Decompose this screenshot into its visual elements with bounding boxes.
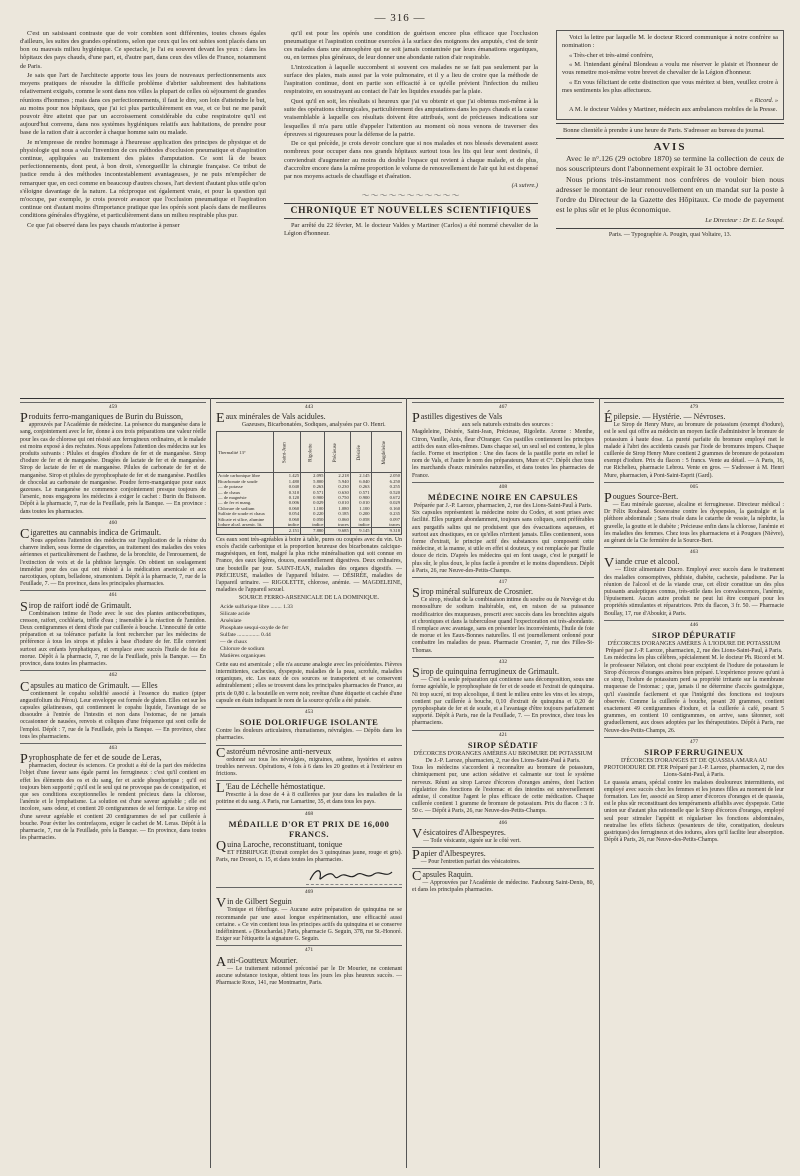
ad-title-initial: C bbox=[20, 527, 30, 543]
ad-text: Nous appelons l'attention des médecins sur l'application de la résine du chanvre indien, sous forme de cigarettes, au traitement des maladies des voies aériennes et particulièrement de l'asthme, de la bronchite, de l'enrouement, de l'extinction de voix et de la phthisie laryngée. On obtient un soulagement immédiat pour des cas qui ont résisté à la médication arsenicale et aux narcotiques, opium, belladone, stramonium. Dépôt à la pharmacie, 7, rue de la Feuillade, 7. — En province, dans les principales pharmacies. bbox=[20, 538, 206, 588]
advertisement bbox=[412, 402, 594, 480]
advertisement bbox=[20, 518, 206, 589]
table-cell: 0.255 bbox=[371, 484, 401, 489]
ad-text: approuvés par l'Académie de médecine. La présence du manganèse dans le sang, conjointement avec le fer, donne à ces trois préparations une valeur réelle pour les cas de chlorose qui ont résisté aux ferrugineux ordinaires, et le malade est moins exposé à des rechutes. Nous appelons l'attention des médecins sur les produits suivants : Pilules et dragées d'iodure de fer et de manganèse. Sirop d'iodure de fer et de manganèse. Dragées de lactate de fer et de manganèse. Sirop de lactate de fer et de manganèse. Pilules de carbonate de fer et de manganèse. Sirop et pilules de pyrophosphate de fer et de manganèse. Pastilles de chocolat au carbonate de manganèse. Poudre ferro-manganique pour eaux gazeuses. Le manganèse ne commence conjointement presque toujours de l'arsenic, nous engageons les médecins à exiger le cachet : Burin du Buisson. Dépôt à la pharmacie, 7, rue de la Feuillade, près la Banque. — En province : dans toutes les pharmacies. bbox=[20, 422, 206, 515]
ad-text: Cette eau est arsenicale ; elle n'a aucune analogie avec les précédentes. Fièvres intermittentes, cachexies, dyspepsie, maladies de la peau, scrofule, maladies organiques, etc. Les eaux de ces sources se transportent et se conservent admirablement ; elles se trouvent dans les principales pharmacies de France, au prix de 0,80 c. la bouteille en verre noir, revêtue d'une étiquette et cachée d'une capsule en étain indiquant le nom de la source qu'elle a été puisée. bbox=[216, 661, 402, 704]
ad-text: Contre les douleurs articulaires, rhumatismes, névralgies. — Dépôts dans les pharmacies. bbox=[216, 728, 402, 742]
advertisement bbox=[604, 482, 784, 545]
ad-title-text: iande crue et alcool. bbox=[615, 557, 680, 567]
advertisement bbox=[412, 730, 594, 816]
ad-separator bbox=[20, 590, 206, 591]
ad-title-initial: Q bbox=[216, 838, 227, 854]
table-cell: 0.750 bbox=[325, 495, 350, 500]
ad-separator bbox=[604, 402, 784, 403]
formula-line: Silicate acide bbox=[220, 610, 250, 617]
ads-top-divider bbox=[20, 398, 784, 399]
table-cell: 5.800 bbox=[301, 479, 325, 484]
ad-title-initial: V bbox=[604, 556, 615, 572]
table-cell-label: — de potasse bbox=[217, 484, 274, 489]
table-cell: 0.006 bbox=[273, 500, 300, 505]
table-cell: traces bbox=[371, 522, 401, 528]
table-cell: 0.220 bbox=[301, 511, 325, 516]
ad-subtitle: D'ÉCORCES D'ORANGES AMÈRES À L'IODURE DE POTASSIUM Préparé par J.-P. Laroze, pharmacien, 2, rue des Lions-Saint-Paul, à Paris. bbox=[605, 641, 783, 655]
table-header-thermality: Thermalité 13° bbox=[217, 432, 274, 473]
ad-title-initial: V bbox=[216, 896, 227, 912]
ad-number: 408 bbox=[498, 483, 508, 490]
table-header-spring bbox=[273, 432, 300, 473]
ad-title bbox=[412, 869, 594, 885]
ad-separator bbox=[20, 743, 206, 744]
ad-number: 462 bbox=[108, 672, 118, 679]
spring-name: Précieuse bbox=[333, 443, 339, 463]
ad-title-initial: P bbox=[604, 491, 612, 507]
ad-title-initial: C bbox=[216, 745, 226, 761]
ad-number: 446 bbox=[689, 621, 699, 628]
handwritten-signature bbox=[306, 866, 402, 885]
divider bbox=[284, 203, 538, 204]
table-cell: indice bbox=[301, 522, 325, 528]
table-header-spring bbox=[301, 432, 325, 473]
table-cell: 0.010 bbox=[350, 500, 371, 505]
ad-source-title: SOURCE FERRO-ARSENICALE DE LA DOMINIQUE. bbox=[238, 594, 380, 601]
table-total-row bbox=[217, 528, 402, 534]
ad-title-text: ougues Source-Bert. bbox=[612, 492, 679, 502]
ad-title-initial: S bbox=[412, 586, 420, 602]
advertisement bbox=[216, 707, 402, 743]
ad-title-initial: P bbox=[412, 847, 420, 863]
divider bbox=[556, 138, 784, 139]
ad-separator bbox=[20, 402, 206, 403]
ad-title-initial: S bbox=[412, 666, 420, 682]
table-cell: 1.100 bbox=[301, 506, 325, 511]
table-cell: 7.880 bbox=[301, 528, 325, 534]
table-cell: 2.218 bbox=[325, 473, 350, 479]
table-cell: 5.940 bbox=[325, 479, 350, 484]
ad-title bbox=[604, 411, 784, 427]
table-cell: 0.200 bbox=[350, 511, 371, 516]
ad-title bbox=[216, 781, 402, 797]
table-cell: indice bbox=[273, 522, 300, 528]
column-divider bbox=[406, 398, 407, 1168]
formula-line: Sulfate ................ 0.44 bbox=[220, 631, 271, 638]
ad-text: — Pour l'entretien parfait des vésicatoires. bbox=[420, 858, 521, 865]
ad-number: 468 bbox=[304, 810, 314, 817]
advertisement bbox=[216, 809, 402, 886]
ad-text: Combinaison intime de l'iode avec le suc des plantes antiscorbutiques, cresson, raifort, cochléaria, trèfle d'eau ; insensible à la réaction de l'amidon. Deux centigrammes et demi d'iode par cuillerée à bouche. L'innocuité de cette préparation et sa tolérance parfaite la font rechercher par les médecins de préférence à tous les sirops et pilules à base d'iodure de fer. Elle convient surtout aux enfants lymphatiques, et remplace avec succès l'huile de foie de morue. Dépôt à la pharmacie, 7, rue de la Feuillade, près la Banque. — En province, dans toutes les pharmacies. bbox=[20, 610, 206, 668]
ad-separator bbox=[216, 945, 402, 946]
ad-title bbox=[216, 745, 402, 761]
table-cell-label: Chlorure de sodium bbox=[217, 506, 274, 511]
formula-line: Acide sulfurique libre ........ 1.33 bbox=[220, 603, 293, 610]
table-cell: 1.480 bbox=[273, 479, 300, 484]
ad-text: Le quassia amara, spécial contre les malaises douloureux intermittents, est employé avec succès chez les femmes et les jeunes filles au moment de leur formation. Les fer, associé au Sirop amer d'écorces d'oranges et de quassia, est le plus sûr reconstituant des tempéraments affaiblis avec dyspepsie. Cette union sur d'autant plus rationnelle que le Sirop d'écorces d'oranges, employé seul pour stimuler l'appétit et régulariser les fonctions abdominales, neutralise les effets fâcheux (pesanteurs de tête, constipation, douleurs gastriques) des ferrugineux et des iodures, alors qu'il facilite leur absorption. Dépôt à Paris, 26, rue Neuve-des-Petits-Champs. bbox=[604, 779, 784, 844]
letter-paragraph: « Très-cher et très-aimé confrère, bbox=[569, 51, 654, 59]
article-column-2 bbox=[284, 30, 538, 392]
avis-paragraph: Nous prions très-instamment nos confrères de vouloir bien nous adresser le montant de leur renouvellement en un mandat sur la poste à l'ordre du Directeur de la Gazette des Hôpitaux. Ce mode de payement est le plus sûr et le plus économique. bbox=[556, 175, 784, 215]
ad-number: 421 bbox=[498, 731, 508, 738]
ad-title-text: astilles digestives de Vals bbox=[420, 412, 503, 422]
ad-number: 459 bbox=[108, 404, 118, 410]
letter-signature: « Ricord. » bbox=[749, 96, 778, 104]
ad-separator bbox=[604, 482, 784, 483]
ad-text: Le Sirop de Henry Mure, au bromure de potassium (exempt d'iodure), est le seul qui offre au médecin un moyen facile d'administrer le bromure de potassium à haute dose. La pureté parfaite du bromure employé met le malade à l'abri des accidents causés par l'iode de bromures impurs. Chaque cuillerée de Sirop Henry Mure contient 2 grammes de bromure de potassium exempt d'iodure. Prix du flacon : 5 francs. Vente au détail. — A Paris, 16, rue Richelieu, pharmacie Lebrou. Vente en gros. — S'adresser à M. Henri Mure, pharmacien, à Pont-Saint-Esprit (Gard). bbox=[604, 422, 784, 479]
ad-separator bbox=[412, 730, 594, 731]
ad-separator bbox=[20, 518, 206, 519]
letter-paragraph: « M. l'intendant général Blondeau a voulu me réserver le plaisir et l'honneur de vous remettre moi-même votre brevet de chevalier de la Légion d'honneur. bbox=[562, 61, 778, 77]
table-cell: 0.235 bbox=[371, 511, 401, 516]
ad-number: 471 bbox=[304, 947, 314, 954]
advertisement bbox=[412, 657, 594, 728]
ad-title-initial: E bbox=[216, 411, 225, 427]
ads-column-2 bbox=[216, 402, 402, 1168]
table-cell: 0.120 bbox=[273, 495, 300, 500]
avis-title: AVIS bbox=[653, 140, 687, 153]
ad-text: — Approuvées par l'Académie de médecine. Faubourg Saint-Denis, 80, et dans les principales pharmacies. bbox=[412, 880, 594, 894]
ad-heading: MÉDECINE NOIRE EN CAPSULES bbox=[427, 492, 579, 503]
ad-title-initial: A bbox=[216, 954, 227, 970]
ads-column-1 bbox=[20, 402, 206, 1168]
advertisement bbox=[412, 818, 594, 845]
ad-subtitle: D'ÉCORCES D'ORANGES AMÈRES AU BROMURE DE POTASSIUM De J.-P. Laroze, pharmacien, 2, rue des Lions-Saint-Paul à Paris. bbox=[413, 750, 593, 764]
ad-title bbox=[20, 527, 206, 543]
ad-title bbox=[604, 556, 784, 572]
article-paragraph: Ce que j'ai observé dans les pays chauds m'autorise à penser bbox=[27, 221, 180, 229]
letter-paragraphs bbox=[562, 34, 778, 95]
mineral-analysis-table bbox=[216, 431, 402, 534]
advertisement bbox=[216, 745, 402, 779]
ad-title bbox=[20, 679, 206, 695]
ad-separator bbox=[412, 402, 594, 403]
ad-number: 477 bbox=[689, 738, 699, 745]
table-cell-label: — de magnésie bbox=[217, 495, 274, 500]
ad-text: Tous les médecins s'accordent à reconnaître au bromure de potassium, chimiquement pur, une action sédative et calmante sur tout le système nerveux. Réuni au sirop Laroze d'écorces d'oranges amères, dont l'action régulatrice des fonctions de l'estomac et des intestins est universellement admise, il constitue l'agent le plus efficace de cette médication. Chaque cuillerée contient 1 gramme de bromure de potassium. Prix du flacon : 3 fr. 50 c. — Dépôt à Paris, 26, rue Neuve-des-Petits-Champs. bbox=[412, 765, 594, 815]
ad-heading: SIROP FERRUGINEUX bbox=[644, 746, 744, 757]
ad-title bbox=[20, 599, 206, 615]
article-continuation bbox=[284, 30, 538, 181]
ad-title bbox=[216, 838, 402, 854]
ad-heading: SIROP SÉDATIF bbox=[467, 739, 539, 750]
chronique-text: Par arrêté du 22 février, M. le docteur Valdes y Martiner (Carlos) a été nommé chevalier de la Légion d'honneur. bbox=[284, 222, 538, 238]
column-divider bbox=[599, 398, 600, 1168]
director-signature: Le Directeur : Dr E. Le Soupd. bbox=[705, 216, 784, 224]
ad-text: — Eau minérale gazeuse, alcaline et ferrugineuse. Directeur médical : Dr Félix Roubaud. Souveraine contre les dyspepsies, la gastralgie et la pléthore abdominale ; Sans rivale dans le catarrhe de vessie, la néphrite, la gravelle, la goutte et le diabète ; Précieuse enfin dans la chlorose, l'anémie et les maladies des femmes. Chez tous les pharmaciens et à Pougues (Nièvre), au gérant de la Cie fermière de la Source-Bert. bbox=[604, 502, 784, 545]
table-cell: 1.080 bbox=[325, 506, 350, 511]
table-cell: 6.040 bbox=[350, 479, 371, 484]
formula-line: Chlorure de sodium bbox=[220, 645, 265, 652]
ad-title-text: apsules Raquin. bbox=[422, 870, 474, 880]
ad-separator bbox=[412, 868, 594, 869]
ad-title-text: yrophosphate de fer et de soude de Leras, bbox=[28, 753, 162, 763]
ad-subtitle: aux sels naturels extraits des sources : bbox=[461, 422, 553, 429]
table-cell: 0.058 bbox=[350, 517, 371, 522]
ad-number: 461 bbox=[108, 592, 118, 599]
table-cell: 9.318 bbox=[371, 528, 401, 534]
table-cell: 0.263 bbox=[301, 484, 325, 489]
ad-separator bbox=[216, 809, 402, 810]
table-cell: 1.100 bbox=[350, 506, 371, 511]
ad-text: — Élixir alimentaire Ducro. Employé avec succès dans le traitement des maladies consomptives, phthisie, diabète, cachexie, paludisme. Par la réunion de l'alcool et de la viande crue, cet élixir constitue un des plus puissants analeptiques connus, très-utile dans les convalescences, l'anémie, l'épuisement. Aucun autre produit ne peut lui être comparé pour les propriétés stimulantes et réparatrices. Prix du flacon, 3 fr. 50. — Pharmacie Boullay, 17, rue d'Aboukir, à Paris. bbox=[604, 567, 784, 617]
ad-text: ET FÉBRIFUGE (Extrait complet des 3 quinquinas jaune, rouge et gris). Paris, rue Drouot, n. 15, et dans toutes les pharmacies. bbox=[216, 849, 402, 863]
ad-number: 460 bbox=[108, 519, 118, 526]
table-cell: 2.151 bbox=[273, 528, 300, 534]
ad-formula bbox=[220, 604, 398, 660]
chronique-title: CHRONIQUE ET NOUVELLES SCIENTIFIQUES bbox=[290, 205, 532, 216]
ad-separator bbox=[412, 818, 594, 819]
ad-title-text: irop de raifort iodé de Grimault. bbox=[28, 600, 132, 610]
table-cell: 0.097 bbox=[371, 517, 401, 522]
advertisement bbox=[412, 868, 594, 894]
article-column-3 bbox=[556, 30, 784, 392]
spring-name: Désirée bbox=[356, 445, 362, 461]
table-cell-label: — de fer et mang. bbox=[217, 500, 274, 505]
advertisement bbox=[20, 590, 206, 668]
table-cell: 2.145 bbox=[350, 473, 371, 479]
ad-title-text: ésicatoires d'Albespeyres. bbox=[423, 827, 506, 837]
ad-title-text: aux minérales de Vals acidules. bbox=[225, 412, 326, 422]
ad-number: 469 bbox=[304, 889, 314, 896]
formula-line: Arséniate bbox=[220, 617, 242, 624]
table-cell: 0.672 bbox=[371, 495, 401, 500]
advertisement bbox=[216, 945, 402, 987]
ads-column-3 bbox=[412, 402, 594, 1168]
ad-title bbox=[604, 491, 784, 507]
article-paragraph: C'est un saisissant contraste que de voir combien sont différentes, toutes choses égales d'ailleurs, les suites des grandes opérations, selon que ceux qui les ont subies sont placés dans un bon ou mauvais milieu hygiénique. Ce spectacle, je l'ai eu souvent devant les yeux : dans les hôpitaux des pays chauds, d'une part, et, d'autre part, dans ceux des villes de France, notamment de Paris. bbox=[20, 30, 266, 70]
ad-title-text: apier d'Albespeyres. bbox=[420, 848, 486, 858]
table-cell: 0.310 bbox=[273, 490, 300, 495]
letter-note: A M. le docteur Valdes y Martiner, médecin aux ambulances mobiles de la Presse. bbox=[569, 106, 778, 114]
ad-title-initial: É bbox=[604, 411, 613, 427]
advertisement bbox=[412, 847, 594, 866]
ad-title-initial: P bbox=[20, 411, 28, 427]
ad-text: ordonné sur tous les névralgies, migraines, asthme, hystéries et autres troubles nerveux. Opérations, 4 fois à 6 dans les 20 gouttes et à l'extérieur en frictions. bbox=[216, 756, 402, 777]
imprint: Paris. — Typographie A. Pougin, quai Voltaire, 13. bbox=[556, 228, 784, 239]
ad-title bbox=[216, 896, 402, 912]
ad-number: 463 bbox=[108, 744, 118, 751]
ad-subtitle: Préparée par J.-P. Laroze, pharmacien, 2, rue des Lions-Saint-Paul à Paris. bbox=[413, 503, 593, 510]
ad-title bbox=[216, 954, 402, 970]
ad-text: — Le traitement rationnel préconisé par le Dr Mourier, ne contenant aucune substance toxique, obtient tous les jours les plus heureux succès. — Pharmacie Roux, 141, rue Montmartre, Paris. bbox=[216, 965, 402, 986]
ad-title-text: irop de quinquina ferrugineux de Grimault. bbox=[420, 667, 559, 677]
ad-title bbox=[20, 752, 206, 768]
ad-number: 466 bbox=[498, 819, 508, 826]
ad-separator bbox=[216, 887, 402, 888]
divider-ornament: 〜〜〜〜〜〜〜〜〜〜〜 bbox=[361, 190, 461, 200]
table-cell: 0.060 bbox=[273, 517, 300, 522]
spring-name: Saint-Jean bbox=[282, 442, 288, 464]
to-be-continued: (A suivre.) bbox=[511, 182, 538, 190]
advertisement bbox=[412, 482, 594, 575]
ad-number: 453 bbox=[304, 708, 314, 715]
ad-text: Magdeleine, Désirée, Saint-Jean, Précieuse, Rigolette. Arome : Menthe, Citron, Vanille, Anis, fleur d'Oranger. Ces pastilles contiennent les principes actifs des eaux elles-mêmes. Dans chaque sel, un seul sel est contenu, le plus facile. Forme et inscription : Une des faces de la pastille porte en relief le nom de Vals, et l'autre le nom des préparateurs, Mure et C°. Dépôt chez tous les marchands d'eaux minérales naturelles, et dans toutes les pharmacies de France. bbox=[412, 429, 594, 479]
ad-separator bbox=[216, 402, 402, 403]
advertisement bbox=[604, 402, 784, 480]
ad-separator bbox=[412, 847, 594, 848]
table-cell: 0.263 bbox=[350, 484, 371, 489]
ad-title bbox=[412, 666, 594, 682]
ad-separator bbox=[604, 547, 784, 548]
table-cell-label: Bicarbonate de soude bbox=[217, 479, 274, 484]
table-cell: 0.029 bbox=[301, 500, 325, 505]
ad-number: 432 bbox=[498, 658, 508, 665]
ad-title-initial: C bbox=[20, 679, 30, 695]
letter-box bbox=[556, 30, 784, 120]
ad-title-text: roduits ferro-manganiques de Burin du Buisson, bbox=[28, 412, 183, 422]
ad-title-initial: L bbox=[216, 781, 225, 797]
ad-title bbox=[412, 586, 594, 602]
spring-name: Magdeleine bbox=[381, 441, 387, 465]
ad-title-text: 'Eau de Léchelle hémostatique. bbox=[225, 782, 326, 792]
table-cell-label bbox=[217, 528, 274, 534]
article-paragraph: qu'il est pour les opérés une condition de guérison encore plus efficace que l'occlusion pneumatique et l'aspiration continue exercées à la surface des moignons des amputés, c'est de tenir ces malades dans une atmosphère qui ne soit jamais contaminée par leurs émanations organiques, ou, en termes plus généraux, de leur donner une abondante ration d'air respirable. bbox=[284, 30, 538, 62]
ad-heading: SIROP DÉPURATIF bbox=[651, 630, 737, 641]
table-cell: 0.040 bbox=[273, 484, 300, 489]
ad-title-initial: S bbox=[20, 599, 28, 615]
ad-number: 463 bbox=[689, 549, 699, 556]
table-cell-label: Silicate et silice, alumine bbox=[217, 517, 274, 522]
ad-title-text: igarettes au cannabis indica de Grimault. bbox=[30, 528, 161, 538]
letter-paragraph: « En vous félicitant de cette distinction que vous méritez si bien, veuillez croire à mes sentiments les plus affectueux. bbox=[562, 78, 778, 95]
ad-subtitle: Gazeuses, Bicarbonatées, Sodiques, analysées par O. Henri. bbox=[241, 422, 386, 429]
ad-text: — Toile vésicante, signée sur le côté vert. bbox=[423, 837, 521, 844]
letter-paragraph: Voici la lettre par laquelle M. le docteur Ricord communique à notre confrère sa nomination : bbox=[562, 34, 778, 50]
ad-number: 417 bbox=[498, 579, 508, 586]
table-cell: 2.095 bbox=[301, 473, 325, 479]
table-cell: 0.571 bbox=[301, 490, 325, 495]
table-cell: 0.571 bbox=[350, 490, 371, 495]
table-cell: 0.050 bbox=[301, 517, 325, 522]
table-cell: 9.145 bbox=[350, 528, 371, 534]
table-cell: 0.060 bbox=[273, 506, 300, 511]
ad-title-initial: P bbox=[20, 752, 28, 768]
table-cell: 6.250 bbox=[371, 479, 401, 484]
article-column-1 bbox=[20, 30, 266, 392]
spring-name: Rigolette bbox=[308, 443, 314, 463]
clientele-notice: Bonne clientèle à prendre à une heure de Paris. S'adresser au bureau du journal. bbox=[563, 126, 765, 134]
formula-line: Matières organiques bbox=[220, 652, 266, 659]
ad-number: 443 bbox=[304, 404, 314, 410]
ad-number: 467 bbox=[498, 404, 508, 410]
ad-title-text: astoréum névrosine anti-nerveux bbox=[226, 746, 332, 756]
ad-title bbox=[20, 411, 206, 427]
ad-separator bbox=[604, 737, 784, 738]
table-cell: 2.050 bbox=[371, 473, 401, 479]
ad-number: 479 bbox=[689, 404, 699, 410]
advertisement bbox=[20, 670, 206, 741]
table-cell: 0.520 bbox=[371, 490, 401, 495]
ad-title-text: uina Laroche, reconstituant, tonique bbox=[227, 839, 343, 849]
article-paragraph: De ce qui précède, je crois devoir conclure que si nos malades et nos blessés devenaient assez nombreux pour occuper dans nos grands hôpitaux surtout tous les lits qui leur sont destinés, il conviendrait d'augmenter au moins du double l'espace qui revient à chaque malade, et de plus, d'accroître encore dans la même proportion le volume de renouvellement de l'air qui lui est dispensé par nos moyens actuels de chauffage et d'aération. bbox=[284, 140, 538, 180]
ad-heading: MÉDAILLE D'OR ET PRIX DE 16,000 FRANCS. bbox=[228, 818, 390, 839]
table-cell: 0.060 bbox=[325, 517, 350, 522]
formula-line: — de chaux bbox=[220, 638, 248, 645]
advertisement bbox=[216, 887, 402, 943]
advertisement bbox=[20, 743, 206, 842]
article-paragraph: Je sais que l'art de l'architecte apporte tous les jours de nouveaux perfectionnements aux moyens pratiques de résoudre la difficile problème d'abriter salubrement des habitations relativement exiguës, comme le sont dans nos villes la plupart de celles où séjournent de grandes réunions d'hommes ; mais dans ces perfectionnements, il faut le dire, son loin d'atteindre le but, au moins pour nos hôpitaux, que j'ai ici plus particulièrement en vue, et ce but ne me paraît pouvoir être atteint que par un accroissement considérable du cube respiratoire qu'il est aujourd'hui convenu, dans nos systèmes hygiéniques relatifs aux habitations, de prendre pour base de la ration d'air à accorder à chaque homme sain ou malade. bbox=[20, 72, 266, 137]
column-divider bbox=[210, 398, 211, 1168]
table-cell-label: Acide carbonique libre bbox=[217, 473, 274, 479]
table-cell: traces bbox=[325, 522, 350, 528]
table-cell: indice bbox=[350, 522, 371, 528]
table-cell: 0.054 bbox=[273, 511, 300, 516]
ad-title-text: irop minéral sulfureux de Crosnier. bbox=[420, 587, 533, 597]
ad-separator bbox=[216, 745, 402, 746]
ad-text: Prescrite à la dose de 4 à 8 cuillerées par jour dans les maladies de la poitrine et du sang. A Paris, rue Lamartine, 35, et dans tous les pays. bbox=[216, 792, 402, 806]
ad-title-text: nti-Goutteux Mourier. bbox=[227, 955, 298, 965]
article-paragraph: L'intoxication à laquelle succombent si souvent ces malades ne se fait pas seulement par la surface des plaies, mais aussi par la voie pulmonaire, et il y a lieu de croire que la méthode de l'aspiration continue, dont en partie son efficacité à ce qu'elle prévient l'infection du milieu respiratoire, en soustrayant au contact de l'air les liquides exsudés par la plaie. bbox=[284, 64, 538, 96]
advertisement bbox=[412, 577, 594, 655]
formula-line: Phosphate sesqui-oxyde de fer bbox=[220, 624, 289, 631]
table-cell: 0.900 bbox=[301, 495, 325, 500]
table-header-spring bbox=[350, 432, 371, 473]
ad-text: contiennent le copahu solidifié associé à l'essence du matico (piper angustifolium du Pérou). Leur enveloppe est formée de gluten. Elles ont sur les capsules gélatineuses, qui contiennent le copahu liquide, l'avantage de se dissoudre à l'entrée de l'intestin et non dans l'estomac, de ne jamais occasionner de nausées, renvois et coliques d'une fréquence qui sont celle de l'emploi. Dépôt : 7, rue de la Feuillade, près la Banque. — En province, chez tous les pharmaciens. bbox=[20, 690, 206, 740]
ad-separator bbox=[20, 670, 206, 671]
ad-separator bbox=[412, 577, 594, 578]
table-cell-label: — de chaux bbox=[217, 490, 274, 495]
ad-title-initial: C bbox=[412, 869, 422, 885]
ad-title-text: apsules au matico de Grimault. — Elles bbox=[30, 680, 158, 690]
ad-text: pharmacien, docteur ès sciences. Ce produit a été de la part des médecins l'objet d'une faveur sans égale parmi les ferrugineux : c'est qu'il contient en effet les éléments des os et du sang, fer et acide phosphorique ; qu'il est toujours bien supporté ; qu'il est le seul qui ne provoque pas de constipation, et que ses conditions exceptionnelles le rendent précieux dans la chlorose, l'anémie et le lymphatisme. La solution est d'une saveur agréable ; elle est incolore, sans odeur, et contient 20 centigrammes de sel ferrique. Le sirop est d'une saveur agréable et contient 20 centigrammes de sel par cuillerée à bouche. Pour éviter les contrefaçons, exiger le cachet de M. Leras. Dépôt à la pharmacie, 7, rue de la Feuillade, près la Banque. — En province, dans toutes les pharmacies. bbox=[20, 763, 206, 842]
ad-title-text: in de Gilbert Seguin bbox=[227, 897, 292, 907]
ad-separator bbox=[604, 620, 784, 621]
advertisement bbox=[604, 547, 784, 618]
table-cell: 0.029 bbox=[371, 500, 401, 505]
table-header-spring bbox=[371, 432, 401, 473]
article-paragraph: Je m'empresse de rendre hommage à l'heureuse application des principes de physique et de physiologie qui nous a valu l'invention de ces méthodes d'occlusion pneumatique et d'aspiration continue, appliquées au traitement des plaies d'amputation. Ce sont là de beaux perfectionnements, dont peut, à bon droit, s'enorgueillir la chirurgie française. Ce tribut de justice rendu à des méthodes incontestablement avantageuses, je ne puis m'empêcher de remarquer que, en ceci comme en beaucoup d'autres choses, l'art devient d'autant plus utile qu'on s'éloigne davantage de la nature. La réciproque est également vraie, et pour la question qui m'occupe, par exemple, je crois pouvoir avancer que l'occlusion pneumatique et l'aspiration continue ont d'autant moins d'importance pratique que les opérés sont placés dans de meilleures conditions générales d'hygiène, et particulièrement dans un milieu respirable plus pur. bbox=[20, 138, 266, 220]
article-paragraph: Quoi qu'il en soit, les résultats si heureux que j'ai vu obtenir et que j'ai obtenus moi-même à la suite des opérations chirurgicales, particulièrement des amputations dans les pays chauds et la cause vraisemblable à laquelle ces résultats doivent être attribués, sont de précieuses indications sur lesquelles il m'a paru utile d'appeler l'attention au moment où nous venons de traverser des épreuves si rigoureuses pour la défense de la patrie. bbox=[284, 98, 538, 138]
divider bbox=[284, 218, 538, 219]
table-cell: 0.900 bbox=[350, 495, 371, 500]
ad-number: 005 bbox=[689, 483, 699, 490]
advertisement bbox=[216, 780, 402, 806]
table-cell: 9.685 bbox=[325, 528, 350, 534]
ad-text: Tonique et fébrifuge. — Aucune autre préparation de quinquina ne se recommande par une aussi longue expérimentation, une efficacité aussi certaine. « Ce vin contient tous les principes actifs du quinquina et se conserve indéfiniment. » (Bouchardat.) Paris, pharmacie G. Seguin, 378, rue St.-Honoré. Exiger sur l'étiquette la signature G. Seguin. bbox=[216, 907, 402, 943]
ad-text: Ces eaux sont très-agréables à boire à table, pures ou coupées avec du vin. Un excès d'acide carbonique et la proportion heureuse des bicarbonates calcique-magnésiques, en font, malgré la plus riche minéralisation qui soit connue en France, des eaux légères, douces, essentiellement digestives. Deux ordinaires, une bouteille par jour. SAINT-JEAN, maladies des organes digestifs. — PRÉCIEUSE, maladies de l'appareil biliaire. — DÉSIRÉE, maladies de l'appareil urinaire. — RIGOLETTE, chlorose, anémie. — MAGDELEINE, maladies de l'appareil sexuel. bbox=[216, 536, 402, 594]
ad-text: Les médecins les plus célèbres, spécialement M. le docteur Ph. Ricord et M. le professeur Nélaton, ont choisi pour excipient de l'iodure de potassium le Sirop d'écorces d'oranges amères bien préparé. L'expérience prouve qu'uni à ce sirop, l'iodure de potassium perd sa propriété irritante sur la membrane muqueuse de l'estomac ; que, jamais il ne détermine d'accès gastralgique, qu'il s'assimile facilement et que l'intégrité des fonctions est toujours observée. Comme la cuillerée à bouche, pesant 20 grammes, contient exactement 49 centigrammes d'iodure, et la cuillerée à café, pesant 5 grammes, en contient 10 centigrammes, on arrive, sans tâtonner, soit graduellement, aux doses adoptées par les thérapeutistes. Dépôt à Paris, rue Neuve-des-Petits-Champs, 26. bbox=[604, 655, 784, 734]
ads-column-4 bbox=[604, 402, 784, 1168]
ad-title-initial: P bbox=[412, 411, 420, 427]
ad-title-text: pilepsie. — Hystérie. — Névroses. bbox=[613, 412, 726, 422]
divider bbox=[556, 123, 784, 124]
ad-heading: SOIE DOLORIFUGE ISOLANTE bbox=[239, 717, 379, 728]
ad-text: Ce sirop, résultat de la combinaison intime du soufre ou de Norvège et du monosulfure de sodium inaltérable, est, en raison de sa puissance modificatrice des muqueuses, prescrit avec succès dans les bronchites aiguës et chroniques et dans la tuberculose quand l'expectoration est très-abondante. Il remplace avec avantage, sans en présenter les inconvénients, l'huile de foie de morue et les Eaux-Bonnes naturelles. Il est journellement ordonné pour combattre les maladies de peau. Pharmacie Crosnier, 7, rue des Filles-St-Thomas. bbox=[412, 597, 594, 654]
table-cell-label: Iodure alcal. arsenic. lit. bbox=[217, 522, 274, 528]
ad-separator bbox=[412, 657, 594, 658]
table-cell: 0.230 bbox=[325, 484, 350, 489]
table-cell-label: Sulfate de soude et chaux bbox=[217, 511, 274, 516]
ad-subtitle: D'ÉCORCES D'ORANGES ET DE QUASSIA AMARA AU PROTOIODURE DE FER Préparé par J.-P. Laroze, pharmacien, 2, rue des Lions-Saint-Paul, à Paris. bbox=[604, 757, 784, 779]
ad-separator bbox=[412, 482, 594, 483]
table-cell: 1.425 bbox=[273, 473, 300, 479]
ad-text: — C'est la seule préparation qui contienne sans décomposition, sous une forme agréable, le pyrophosphate de fer et de soude et l'extrait de quinquina. Ni trop sucré, ni trop alcoolique, il tient le milieu entre les vins et les sirops, contient par cuillerée à bouche, 0,10 d'extrait de quinquina et 0,20 de pyrophosphate de fer et de soude, et a l'avantage d'être toujours parfaitement supporté. Dépôt à Paris, rue de la Feuillade, 7. — En province, chez tous les pharmaciens. bbox=[412, 677, 594, 727]
page-number: — 316 — bbox=[374, 12, 426, 24]
table-cell: 0.160 bbox=[371, 506, 401, 511]
table-cell: 0.185 bbox=[325, 511, 350, 516]
avis-text bbox=[556, 154, 784, 215]
table-header-spring bbox=[325, 432, 350, 473]
ad-text: Six capsules représentent la médecine noire du Codex, et sont prises avec facilité. Elles purgent abondamment, toujours sans coliques, sont préférables aux purgatifs salins qui ne produisent que des évacuations aqueuses, et surtout aux drastiques, en ce qu'elles n'irritent jamais. Elles contiennent, sous forme d'extrait, le principe actif des substances qui composent cette médecine, et la manne, si utile en effet si douteux, y est remplacée par l'huile douce de ricin. D'après les médecins qui en font usage, c'est le purgatif le plus sûr, le plus doux, le plus facile à prendre et le moins dispendieux. Dépôt à Paris, 26, rue Neuve-des-Petits-Champs. bbox=[412, 510, 594, 574]
ad-separator bbox=[216, 780, 402, 781]
advertisement bbox=[216, 402, 402, 705]
advertisement bbox=[604, 737, 784, 845]
table-cell: 0.010 bbox=[325, 500, 350, 505]
advertisement bbox=[20, 402, 206, 516]
advertisement bbox=[604, 620, 784, 735]
table-cell: 0.630 bbox=[325, 490, 350, 495]
ad-title-initial: V bbox=[412, 826, 423, 842]
ad-separator bbox=[216, 707, 402, 708]
avis-paragraph: Avec le n°.126 (29 octobre 1870) se termine la collection de ceux de nos souscripteurs dont l'abonnement expirait le 31 octobre dernier. bbox=[556, 154, 784, 174]
